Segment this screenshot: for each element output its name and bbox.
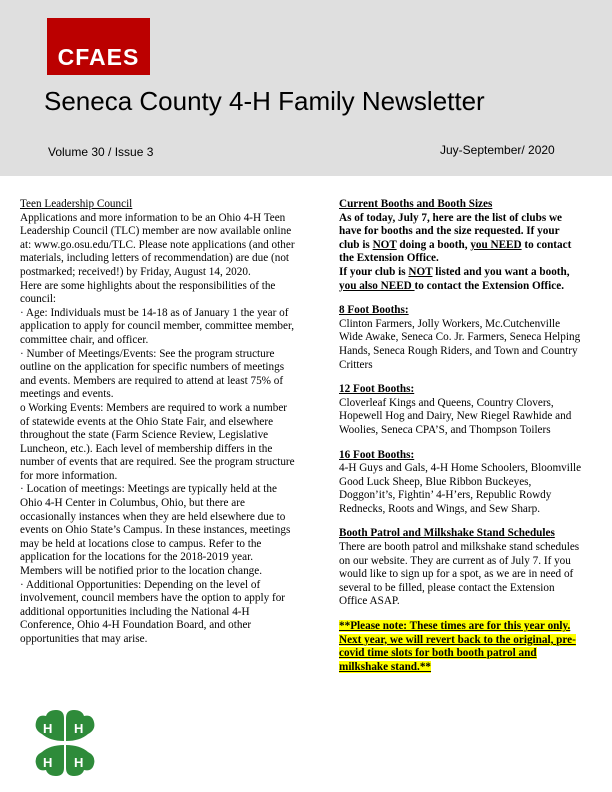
tlc-bullet-age: · Age: Individuals must be 14-18 as of January 1 the year of application to apply for council member, committee member, committee chair, and officer. <box>20 306 295 346</box>
tlc-bullet-opportunities: · Additional Opportunities: Depending on the level of involvement, council members have the option to apply for additional opportunities including the National 4-H Conference, Ohio 4-H Foundation Board, and other opportunities that may arise. <box>20 578 286 645</box>
tlc-paragraph-1: Applications and more information to be an Ohio 4-H Teen Leadership Council (TLC) member are now available online at: www.go.osu.edu/TLC. Please note applications (and other materials, including letters of recommendation) are due (not postmarked; received!) by Friday, August 14, 2020. <box>20 211 295 278</box>
4h-clover-icon <box>30 708 100 780</box>
tlc-paragraph-2: Here are some highlights about the responsibilities of the council: <box>20 279 276 306</box>
booths-8ft-list: Clinton Farmers, Jolly Workers, Mc.Cutchenville Wide Awake, Seneca Co. Jr. Farmers, Seneca Helping Hands, Seneca Rough Riders, and Town and Country Critters <box>339 317 581 371</box>
covid-note: **Please note: These times are for this year only. Next year, we will revert back to the original, pre-covid time slots for both booth patrol and milkshake stand.** <box>339 620 576 673</box>
cfaes-logo <box>47 18 150 75</box>
right-column <box>339 198 582 674</box>
left-column <box>20 198 296 647</box>
header-banner <box>0 0 612 176</box>
booths-12ft-heading: 12 Foot Booths: <box>339 383 415 396</box>
issue-date: Juy-September/ 2020 <box>440 143 555 157</box>
tlc-bullet-working-events: o Working Events: Members are required to work a number of statewide events at the Ohio State Fair, and elsewhere throughout the state (Farm Science Review, Legislative Luncheon, etc.). Each level of membership differs in the number of events that are required. See the program structure for more information. <box>20 401 295 482</box>
booths-intro: As of today, July 7, here are the list of clubs we have for booths and the size requested. If your club is NOT doing a booth, you NEED to contact the Extension Office. If your club is NOT listed and you want a booth, you also NEED to contact the Extension Office. <box>339 211 572 292</box>
booths-heading: Current Booths and Booth Sizes <box>339 198 493 210</box>
booths-12ft-list: Cloverleaf Kings and Queens, Country Clovers, Hopewell Hog and Dairy, New Riegel Rawhide and Woolies, Seneca CPA’S, and Thompson Toilers <box>339 396 572 436</box>
svg-text:H: H <box>74 755 84 770</box>
tlc-bullet-location: · Location of meetings: Meetings are typically held at the Ohio 4-H Center in Columbus, Ohio, but there are occasionally instances when they are held elsewhere due to events on Ohio State’s Campus. In these instances, meetings may be held at locations close to campus. Refer to the application for the locations for the 2018-2019 year. Members will be notified prior to the location change. <box>20 483 291 578</box>
booths-16ft-list: 4-H Guys and Gals, 4-H Home Schoolers, Bloomville Good Luck Sheep, Blue Ribbon Buckeyes, Doggon’it’s, Fightin’ 4-H’ers, Republic Rowdy Rednecks, Roots and Wings, and Sew Sharp. <box>339 462 582 515</box>
tlc-bullet-meetings: · Number of Meetings/Events: See the program structure outline on the application for specific numbers of meetings and events. Members are required to attend at least 75% of meetings and events. <box>20 347 285 401</box>
logo-text: CFAES <box>57 44 140 70</box>
tlc-heading: Teen Leadership Council <box>20 198 133 210</box>
svg-text:H: H <box>43 721 53 736</box>
patrol-heading: Booth Patrol and Milkshake Stand Schedules <box>339 527 555 540</box>
booths-8ft-heading: 8 Foot Booths: <box>339 304 409 317</box>
newsletter-title: Seneca County 4-H Family Newsletter <box>44 86 485 116</box>
svg-text:H: H <box>74 721 84 736</box>
patrol-text: There are booth patrol and milkshake stand schedules on our website. They are current as of July 7. If you would like to sign up for a spot, as we are in need of several to be filled, please contact the Extension Office ASAP. <box>339 541 580 608</box>
booths-16ft-heading: 16 Foot Booths: <box>339 448 415 461</box>
svg-text:H: H <box>43 755 53 770</box>
volume-issue: Volume 30 / Issue 3 <box>48 145 154 159</box>
